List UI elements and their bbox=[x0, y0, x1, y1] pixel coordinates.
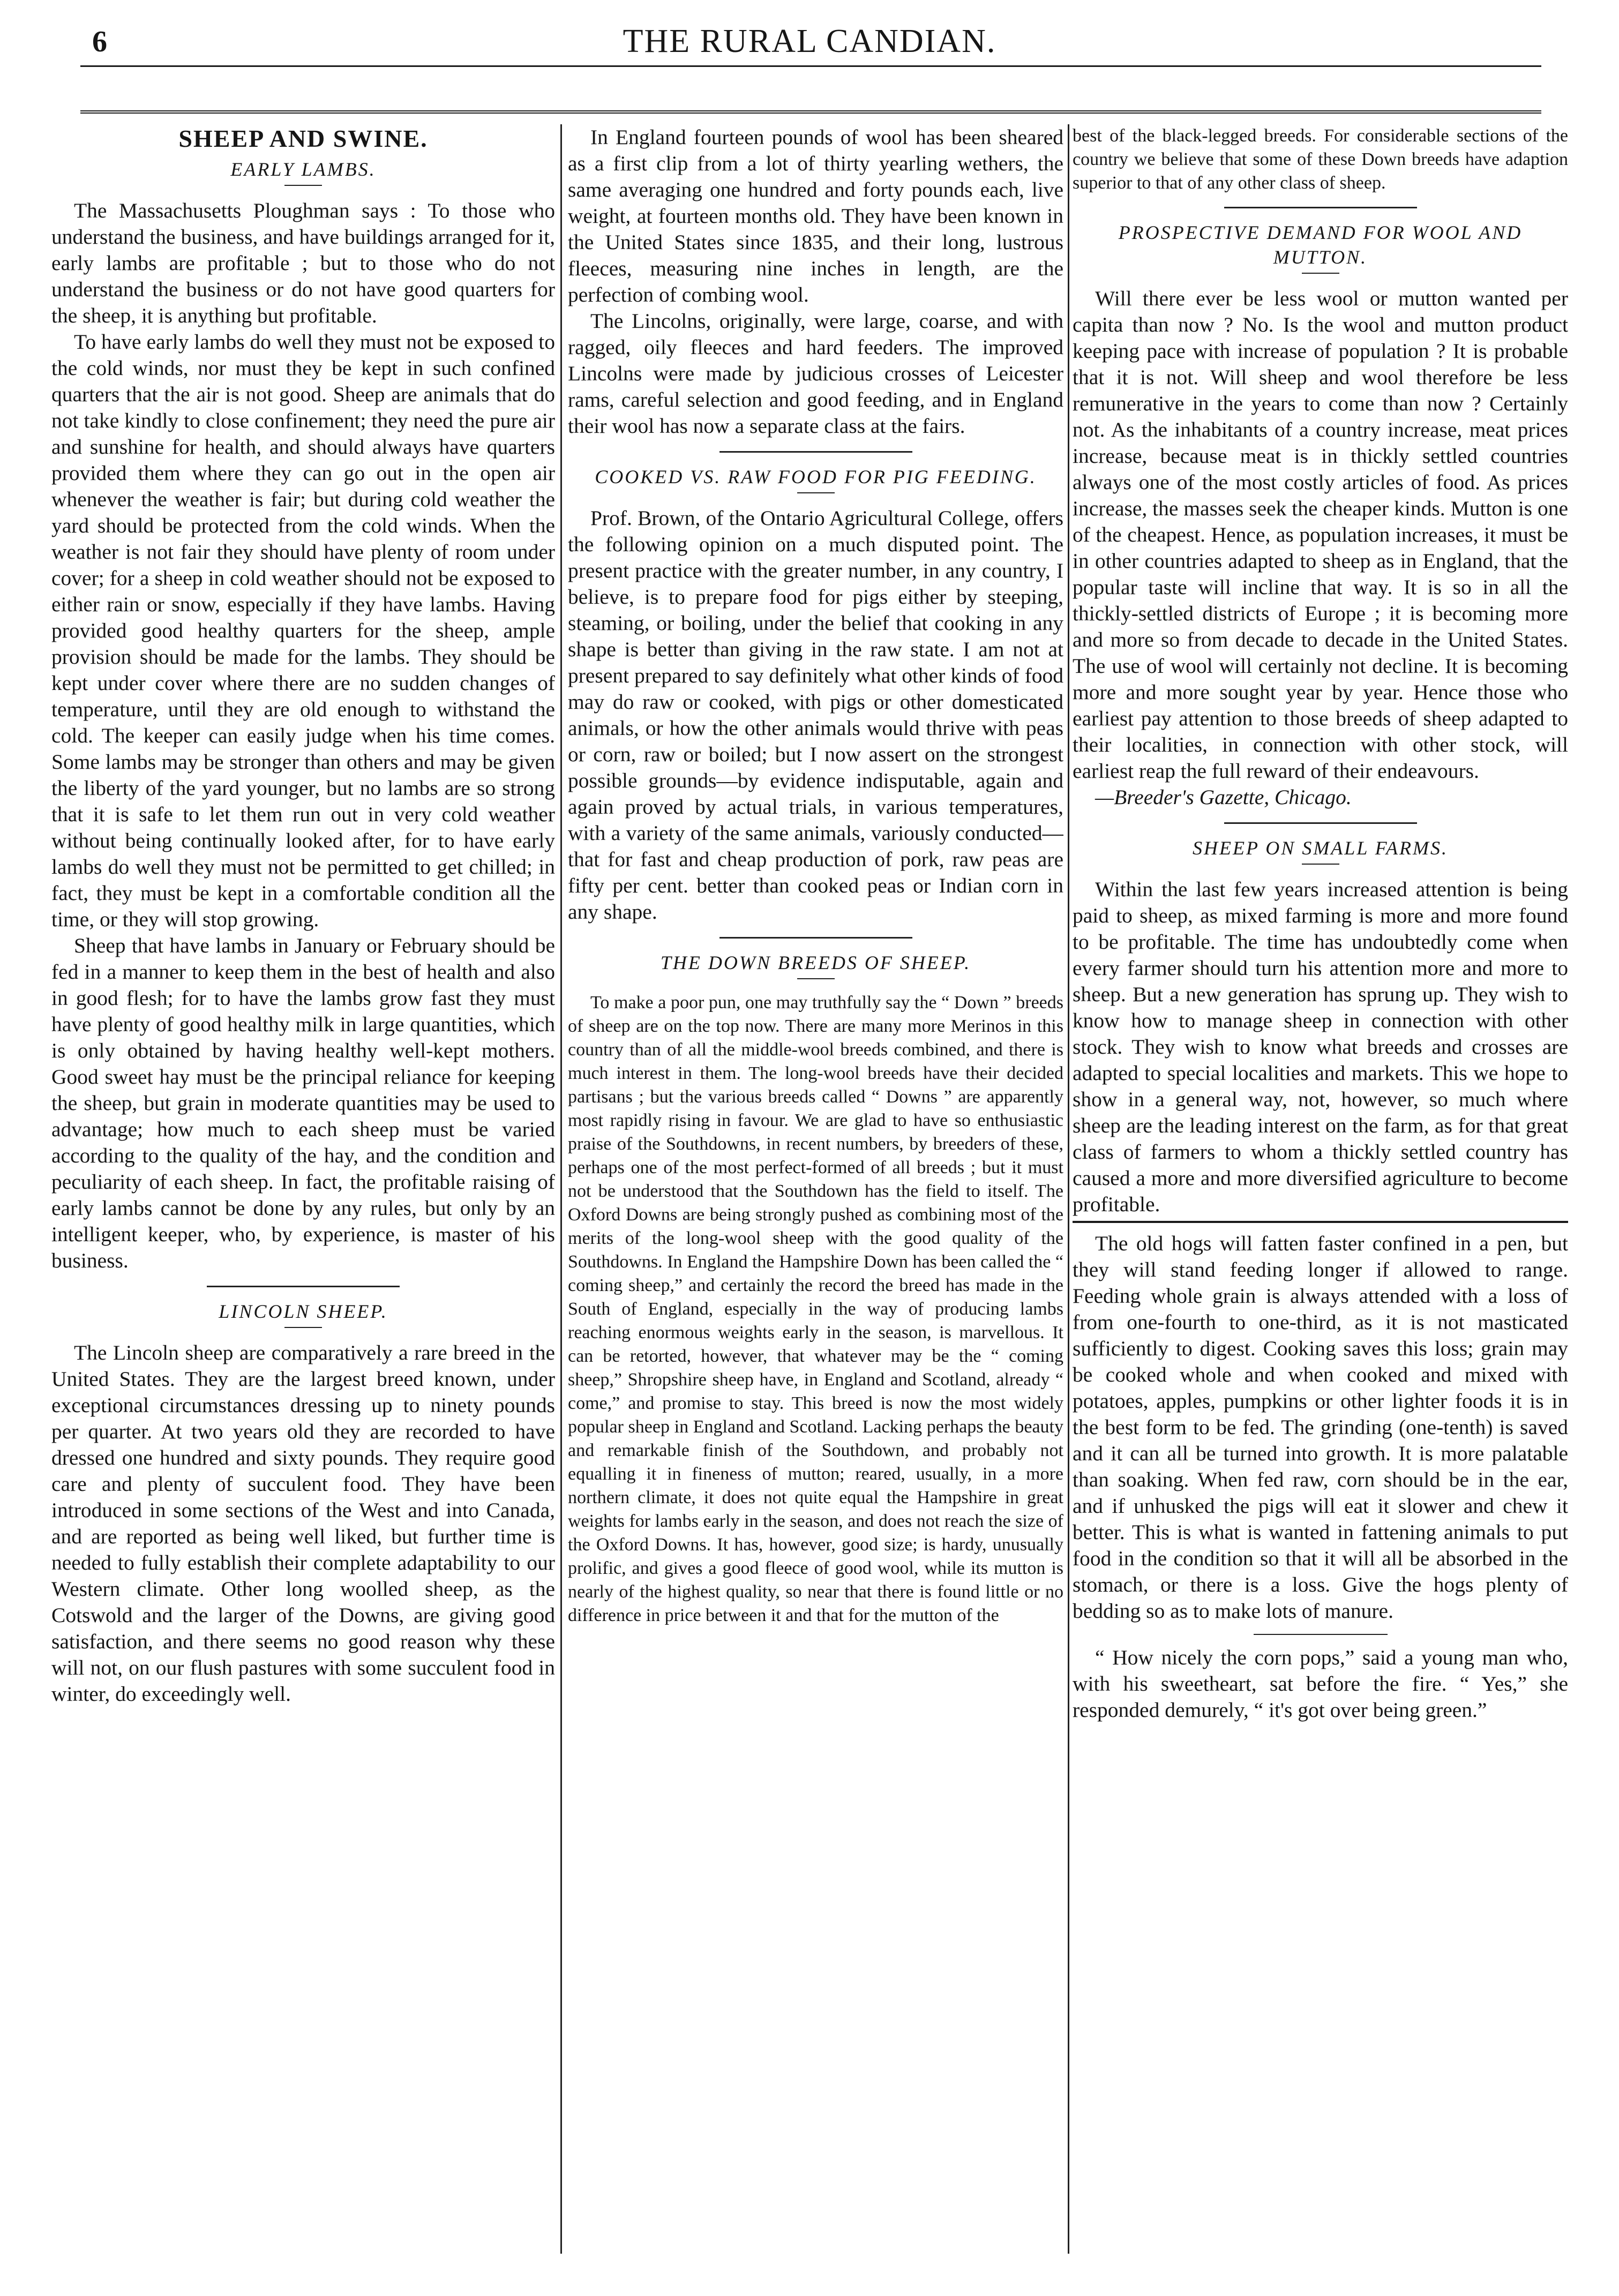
article-separator bbox=[719, 451, 912, 453]
section-title: SHEEP AND SWINE. bbox=[178, 125, 428, 152]
article-separator bbox=[207, 1286, 400, 1287]
column-divider bbox=[1068, 124, 1069, 2254]
article-paragraph-hogs: The old hogs will fatten faster confined in a pen, but they will stand feeding longer if allowed to range. Feeding whole grain is always attended with a loss of from one-fourth to one-third, as it is not masticated sufficiently to digest. Cooking saves this loss; grain may be cooked whole and when cooked and mixed with potatoes, apples, pumpkins or other lighter foods it is in the best form to be fed. The grinding (one-tenth) is saved and it can all be turned into growth. It is more palatable than soaking. When fed raw, corn should be in the ear, and if unhusked the pigs will eat it slower and chew it better. This is what is wanted in fattening animals to put food in the condition so that it will all be absorbed in the stomach, or there is a loss. Give the hogs plenty of bedding so as to make lots of manure. bbox=[1073, 1232, 1568, 1623]
article-paragraph: Within the last few years increased attention is being paid to sheep, as mixed farming is more and more found to be profitable. The time has undoubtedly come when every farmer should turn his attention more and more to sheep. But a new generation has sprung up. They wish to know how to manage sheep in connection with other stock. They wish to know what breeds and crosses are adapted to special localities and markets. This we hope to show in a general way, not, however, so much where sheep are the leading interest on the farm, as for that great class of farmers to whom a thickly settled country has caused a more and more diversified agriculture to become profitable. bbox=[1073, 877, 1568, 1216]
heading-dash bbox=[1302, 273, 1339, 274]
article-heading-lincoln-sheep: LINCOLN SHEEP. bbox=[219, 1301, 388, 1322]
article-paragraph: The Lincoln sheep are comparatively a rare breed in the United States. They are the largest breed known, under exceptional circumstances dressing up to ninety pounds per quarter. At two years old they are recorded to have dressed one hundred and sixty pounds. They require good care and plenty of succulent food. They have been introduced in some sections of the West and into Canada, and are reported as being well liked, but further time is needed to fully establish their complete adaptability to our Western climate. Other long woolled sheep, as the Cotswold and the larger of the Downs, are giving good satisfaction, and there seems no good reason why these will not, on our flush pastures with some succulent food in winter, do exceedingly well. bbox=[51, 1341, 555, 1706]
article-paragraph: Sheep that have lambs in January or February should be fed in a manner to keep them in the best of health and also in good flesh; for to have the lambs grow fast they must have plenty of good healthy milk in large quantities, which is only obtained by having healthy well-kept mothers. Good sweet hay must be the principal reliance for keeping the sheep, but grain in moderate quantities may be used to advantage; how much to each sheep must be varied according to the quality of the hay, and the condition and peculiarity of each sheep. In fact, the profitable raising of early lambs cannot be done by any rules, but only by an intelligent keeper, who, by experience, is master of his business. bbox=[51, 934, 555, 1272]
page-number: 6 bbox=[92, 25, 107, 58]
column-3 bbox=[1073, 124, 1568, 2254]
newspaper-title: THE RURAL CANDIAN. bbox=[623, 23, 996, 59]
heading-dash bbox=[797, 978, 835, 979]
article-separator bbox=[1224, 207, 1417, 208]
heading-dash bbox=[1302, 864, 1339, 865]
article-paragraph: The Massachusetts Ploughman says : To those who understand the business, and have buildings arranged for it, early lambs are profitable ; but to those who do not understand the business or do not have good quarters for the sheep, it is anything but profitable. bbox=[51, 199, 555, 327]
article-separator bbox=[1254, 1634, 1388, 1635]
article-paragraph-joke: “ How nicely the corn pops,” said a young man who, with his sweetheart, sat before the fire. “ Yes,” she responded demurely, “ it's got over being green.” bbox=[1073, 1646, 1568, 1722]
article-heading-small-farms: SHEEP ON SMALL FARMS. bbox=[1192, 837, 1449, 859]
article-separator bbox=[719, 937, 912, 939]
article-attribution: —Breeder's Gazette, Chicago. bbox=[1095, 785, 1352, 809]
masthead-double-rule bbox=[80, 110, 1541, 114]
masthead-rule bbox=[80, 65, 1541, 67]
article-paragraph: The Lincolns, originally, were large, coarse, and with ragged, oily fleeces and hard feeders. The improved Lincolns were made by judicious crosses of Leicester rams, careful selection and good feeding, and in England their wool has now a separate class at the fairs. bbox=[568, 309, 1063, 438]
article-separator bbox=[1073, 1221, 1568, 1223]
article-heading-down-breeds: THE DOWN BREEDS OF SHEEP. bbox=[660, 952, 971, 973]
column-2 bbox=[568, 124, 1063, 2254]
article-paragraph: best of the black-legged breeds. For considerable sections of the country we believe that some of these Down breeds have adaption superior to that of any other class of sheep. bbox=[1073, 126, 1568, 193]
article-separator bbox=[1224, 822, 1417, 824]
article-paragraph: To have early lambs do well they must not be exposed to the cold winds, nor must they be kept in such confined quarters that the air is not good. Sheep are animals that do not take kindly to close confinement; they need the pure air and sunshine for health, and should always have quarters provided them where they can go out in the open air whenever the weather is fair; but during cold weather the yard should be protected from the cold winds. When the weather is not fair they should have plenty of room under cover; for a sheep in cold weather should not be exposed to either rain or snow, especially if they have lambs. Having provided good healthy quarters for the sheep, ample provision should be made for the lambs. They should be kept under cover where there are no sudden changes of temperature, until they are old enough to withstand the cold. The keeper can easily judge when his time comes. Some lambs may be stronger than others and may be given the liberty of the yard younger, but no lambs are so strong that it is safe to let them run out in very cold weather without being continually looked after, for to have early lambs do well they must not be permitted to get chilled; in fact, they must be kept in a comfortable condition all the time, or they will stop growing. bbox=[51, 330, 555, 931]
column-1 bbox=[51, 124, 555, 2254]
heading-dash bbox=[284, 185, 322, 186]
heading-dash bbox=[284, 1327, 322, 1328]
article-heading-prospective-demand: PROSPECTIVE DEMAND FOR WOOL AND MUTTON. bbox=[1118, 222, 1523, 268]
article-heading-early-lambs: EARLY LAMBS. bbox=[230, 159, 376, 180]
article-paragraph: To make a poor pun, one may truthfully say the “ Down ” breeds of sheep are on the top now. There are many more Merinos in this country than of all the middle-wool breeds combined, and there is much interest in them. The long-wool breeds have their decided partisans ; but the various breeds called “ Downs ” are apparently most rapidly rising in favour. We are glad to have so enthusiastic praise of the Southdowns, in recent numbers, by breeders of these, perhaps one of the most perfect-formed of all breeds ; but it must not be understood that the Southdown has the field to itself. The Oxford Downs are being strongly pushed as combining most of the merits of the long-wool sheep with the good quality of the Southdowns. In England the Hampshire Down has been called the “ coming sheep,” and certainly the record the breed has made in the South of England, especially in the way of producing lambs reaching enormous weights early in the season, is marvellous. It can be retorted, however, that whatever may be the “ coming sheep,” Shropshire sheep have, in England and Scotland, already “ come,” and promise to stay. This breed is now the most widely popular sheep in England and Scotland. Lacking perhaps the beauty and remarkable finish of the Southdown, and probably not equalling it in fineness of mutton; reared, usually, in a more northern climate, it does not quite equal the Hampshire in great weights for lambs early in the season, and does not reach the size of the Oxford Downs. It has, however, good size; is hardy, unusually prolific, and gives a good fleece of good wool, while its mutton is nearly of the highest quality, so near that there is found little or no difference in price between it and that for the mutton of the bbox=[568, 993, 1063, 1625]
article-paragraph: Will there ever be less wool or mutton wanted per capita than now ? No. Is the wool and mutton product keeping pace with increase of population ? It is probable that it is not. Will sheep and wool therefore be less remunerative in the years to come than now ? Certainly not. As the inhabitants of a country increase, meat prices increase, because meat is in thickly settled countries always one of the most costly articles of food. As prices increase, the masses seek the cheaper kinds. Mutton is one of the cheapest. Hence, as population increases, it must be in other countries adapted to sheep as in England, that the popular taste will incline that way. It is so in all the thickly-settled districts of Europe ; it is becoming more and more so from decade to decade in the United States. The use of wool will certainly not decline. It is becoming more and more sought year by year. Hence those who earliest pay attention to those breeds of sheep adapted to their localities, in connection with other stock, will earliest reap the full reward of their endeavours. bbox=[1073, 287, 1568, 783]
column-divider bbox=[560, 124, 562, 2254]
heading-dash bbox=[797, 492, 835, 493]
article-heading-cooked-vs-raw: COOKED VS. RAW FOOD FOR PIG FEEDING. bbox=[595, 466, 1037, 487]
article-paragraph: Prof. Brown, of the Ontario Agricultural College, offers the following opinion on a much disputed point. The present practice with the greater number, in any country, I believe, is to prepare food for pigs either by steeping, steaming, or boiling, under the belief that cooking in any shape is better than giving in the raw state. I am not at present prepared to say definitely what other kinds of food may do raw or cooked, with pigs or other domesticated animals, or how the other animals would thrive with peas or corn, raw or boiled; but I now assert on the strongest possible grounds—by evidence indisputable, again and again proved by actual trials, in various temperatures, with a variety of the same animals, variously conducted—that for fast and cheap production of pork, raw peas are fifty per cent. better than cooked peas or Indian corn in any shape. bbox=[568, 506, 1063, 924]
article-paragraph: In England fourteen pounds of wool has been sheared as a first clip from a lot of thirty yearling wethers, the same averaging one hundred and forty pounds each, live weight, at fourteen months old. They have been known in the United States since 1835, and their long, lustrous fleeces, measuring nine inches in length, are the perfection of combing wool. bbox=[568, 125, 1063, 306]
